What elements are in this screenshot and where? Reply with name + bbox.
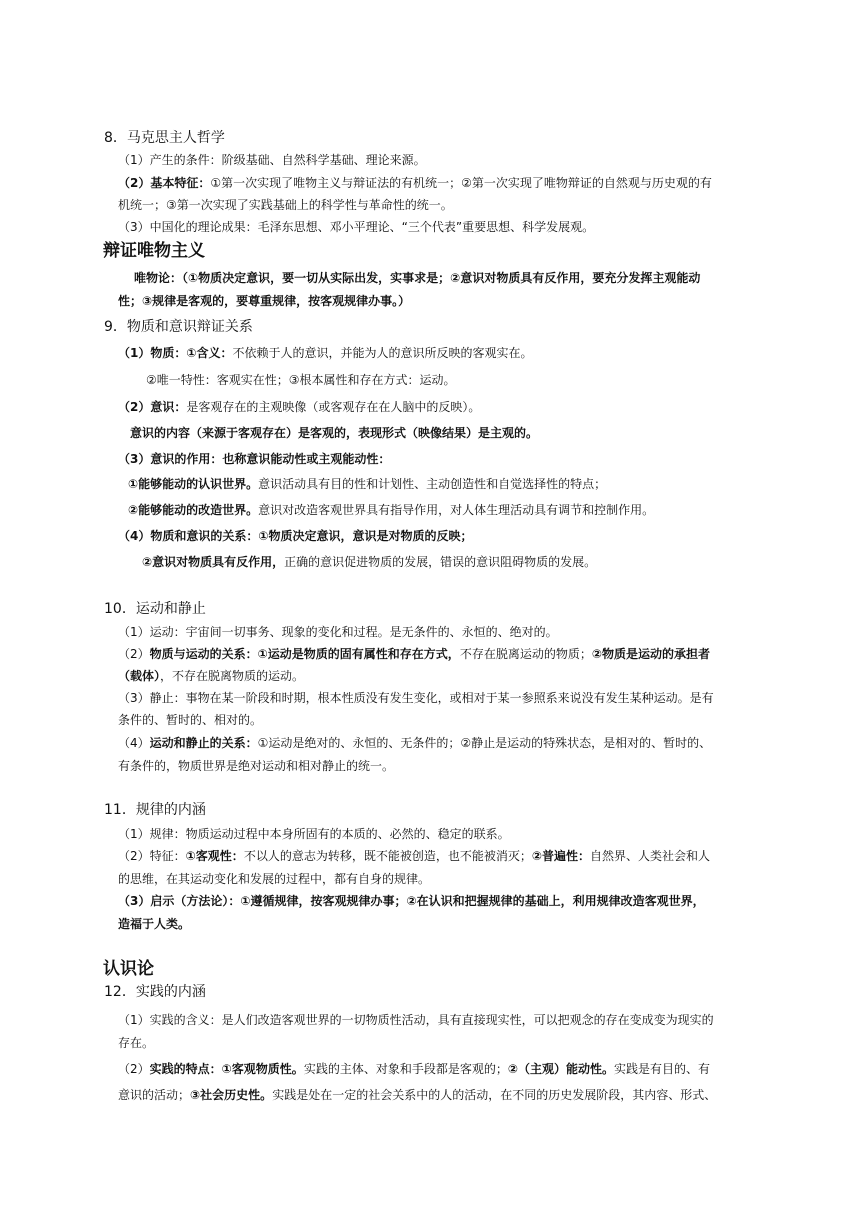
section-8-item-2-text: ①第一次实现了唯物主义与辩证法的有机统一；②第一次实现了唯物辩证的自然观与历史观的有 [210, 176, 712, 190]
section-11-heading: 11．规律的内涵 [104, 802, 206, 818]
section-8-item-2-cont: 机统一；③第一次实现了实践基础上的科学性与革命性的统一。 [118, 198, 453, 212]
section-11-item-2-m1: 不以人的意志为转移，既不能被创造，也不能被消灭； [243, 849, 532, 863]
section-9-item-2-text: 是客观存在的主观映像（或客观存在在人脑中的反映）。 [186, 400, 481, 414]
section-9-item-3b-text: 意识对改造客观世界具有指导作用，对人体生理活动具有调节和控制作用。 [258, 503, 655, 517]
section-9-heading: 9．物质和意识辩证关系 [104, 319, 253, 335]
section-8-item-2 [118, 175, 712, 191]
section-9-item-1 [118, 345, 533, 361]
section-10-item-3: （3）静止：事物在某一阶段和时期，根本性质没有发生变化，或相对于某一参照系来说没有发生某种运动。是有 [118, 691, 714, 705]
section-9-item-2-lead: （2）意识： [118, 400, 187, 414]
section-9-item-3b [128, 502, 654, 518]
section-12-heading: 12．实践的内涵 [104, 984, 206, 1000]
section-12-item-1: （1）实践的含义：是人们改造客观世界的一切物质性活动，具有直接现实性，可以把观念的存在变成变为现实的 [118, 1013, 714, 1027]
section-9-item-4b [142, 554, 596, 570]
section-9-item-3a-lead: ①能够能动的认识世界。 [128, 477, 259, 491]
section-10-item-4 [118, 735, 711, 751]
section-10-item-2-cont-bold: （载体） [118, 669, 161, 683]
section-9-item-4b-text: 正确的意识促进物质的发展，错误的意识阻碍物质的发展。 [284, 555, 597, 569]
section-12-item-2-cont-bold: ③社会历史性。 [190, 1088, 273, 1102]
section-title-dialectic: 辩证唯物主义 [103, 241, 205, 261]
section-10-item-2-m1: 不存在脱离运动的物质； [459, 647, 592, 661]
section-12-item-2-cont-a: 意识的活动； [118, 1088, 191, 1102]
section-9-item-1-cont: ②唯一特性：客观实在性；③根本属性和存在方式：运动。 [146, 373, 456, 387]
section-11-item-2-m2: 自然界、人类社会和人 [590, 849, 711, 863]
section-8-item-2-lead: （2）基本特征： [118, 176, 211, 190]
section-9-item-3a [128, 476, 606, 492]
section-10-heading: 10．运动和静止 [104, 601, 206, 617]
section-9-item-4b-lead: ②意识对物质具有反作用， [142, 555, 285, 569]
section-10-item-4-text: ①运动是绝对的、永恒的、无条件的；②静止是运动的特殊状态，是相对的、暂时的、 [257, 736, 712, 750]
section-10-item-2-cont-text: ，不存在脱离物质的运动。 [160, 669, 305, 683]
section-9-item-2 [118, 399, 480, 415]
section-12-item-2-b1: 实践的特点：①客观物质性。 [149, 1062, 304, 1076]
materialism-summary-1: 唯物论：（①物质决定意识，要一切从实际出发，实事求是；②意识对物质具有反作用，要充分发挥主观能动 [134, 271, 701, 285]
section-10-item-4-lead: 运动和静止的关系： [149, 736, 258, 750]
section-10-item-4-pre: （4） [118, 736, 150, 750]
section-10-item-2-cont [118, 668, 304, 684]
section-9-item-3b-lead: ②能够能动的改造世界。 [128, 503, 259, 517]
section-11-item-3: （3）启示（方法论）：①遵循规律，按客观规律办事；②在认识和把握规律的基础上，利用规律改造客观世界， [118, 894, 705, 908]
section-8-item-3: （3）中国化的理论成果：毛泽东思想、邓小平理论、“三个代表”重要思想、科学发展观。 [118, 220, 595, 234]
section-10-item-2-b2: ②物质是运动的承担者 [591, 647, 710, 661]
section-11-item-2-b1: ①客观性： [185, 849, 244, 863]
section-9-item-3: （3）意识的作用：也称意识能动性或主观能动性： [118, 452, 391, 466]
section-12-item-2-pre: （2） [118, 1062, 150, 1076]
section-12-item-2-cont-c: 实践是处在一定的社会关系中的人的活动，在不同的历史发展阶段，其内容、形式、 [272, 1088, 717, 1102]
section-9-item-1-lead: （1）物质：①含义： [118, 346, 233, 360]
section-10-item-2 [118, 646, 710, 662]
section-12-item-2-b2: ②（主观）能动性。 [507, 1062, 614, 1076]
section-9-item-2-note: 意识的内容（来源于客观存在）是客观的，表现形式（映像结果）是主观的。 [130, 426, 539, 440]
section-8-item-1: （1）产生的条件：阶级基础、自然科学基础、理论来源。 [118, 153, 426, 167]
section-11-item-2-pre: （2）特征： [118, 849, 186, 863]
materialism-summary-2: 性；③规律是客观的，要尊重规律，按客观规律办事。） [118, 294, 411, 308]
section-11-item-1: （1）规律：物质运动过程中本身所固有的本质的、必然的、稳定的联系。 [118, 827, 510, 841]
section-10-item-4-cont: 有条件的，物质世界是绝对运动和相对静止的统一。 [118, 759, 395, 773]
section-12-item-2-cont [118, 1087, 716, 1103]
section-title-epistemology: 认识论 [103, 959, 154, 979]
section-8-heading: 8．马克思主人哲学 [104, 130, 225, 146]
section-10-item-1: （1）运动：宇宙间一切事务、现象的变化和过程。是无条件的、永恒的、绝对的。 [118, 625, 558, 639]
section-12-item-2 [118, 1061, 710, 1077]
section-12-item-1-cont: 存在。 [118, 1036, 155, 1050]
section-10-item-3-cont: 条件的、暂时的、相对的。 [118, 713, 263, 727]
section-11-item-2-cont: 的思维，在其运动变化和发展的过程中，都有自身的规律。 [118, 872, 431, 886]
section-10-item-2-pre: （2） [118, 647, 150, 661]
section-9-item-1-text: 不依赖于人的意识，并能为人的意识所反映的客观实在。 [232, 346, 533, 360]
section-9-item-3a-text: 意识活动具有目的性和计划性、主动创造性和自觉选择性的特点； [258, 477, 607, 491]
section-12-item-2-m1: 实践的主体、对象和手段都是客观的； [303, 1062, 508, 1076]
section-9-item-4: （4）物质和意识的关系：①物质决定意识，意识是对物质的反映； [118, 529, 473, 543]
section-10-item-2-b1: 物质与运动的关系：①运动是物质的固有属性和存在方式， [149, 647, 460, 661]
section-11-item-2-b2: ②普遍性： [531, 849, 590, 863]
section-11-item-3-cont: 造福于人类。 [118, 917, 191, 931]
section-11-item-2 [118, 848, 710, 864]
section-12-item-2-m2: 实践是有目的、有 [614, 1062, 711, 1076]
